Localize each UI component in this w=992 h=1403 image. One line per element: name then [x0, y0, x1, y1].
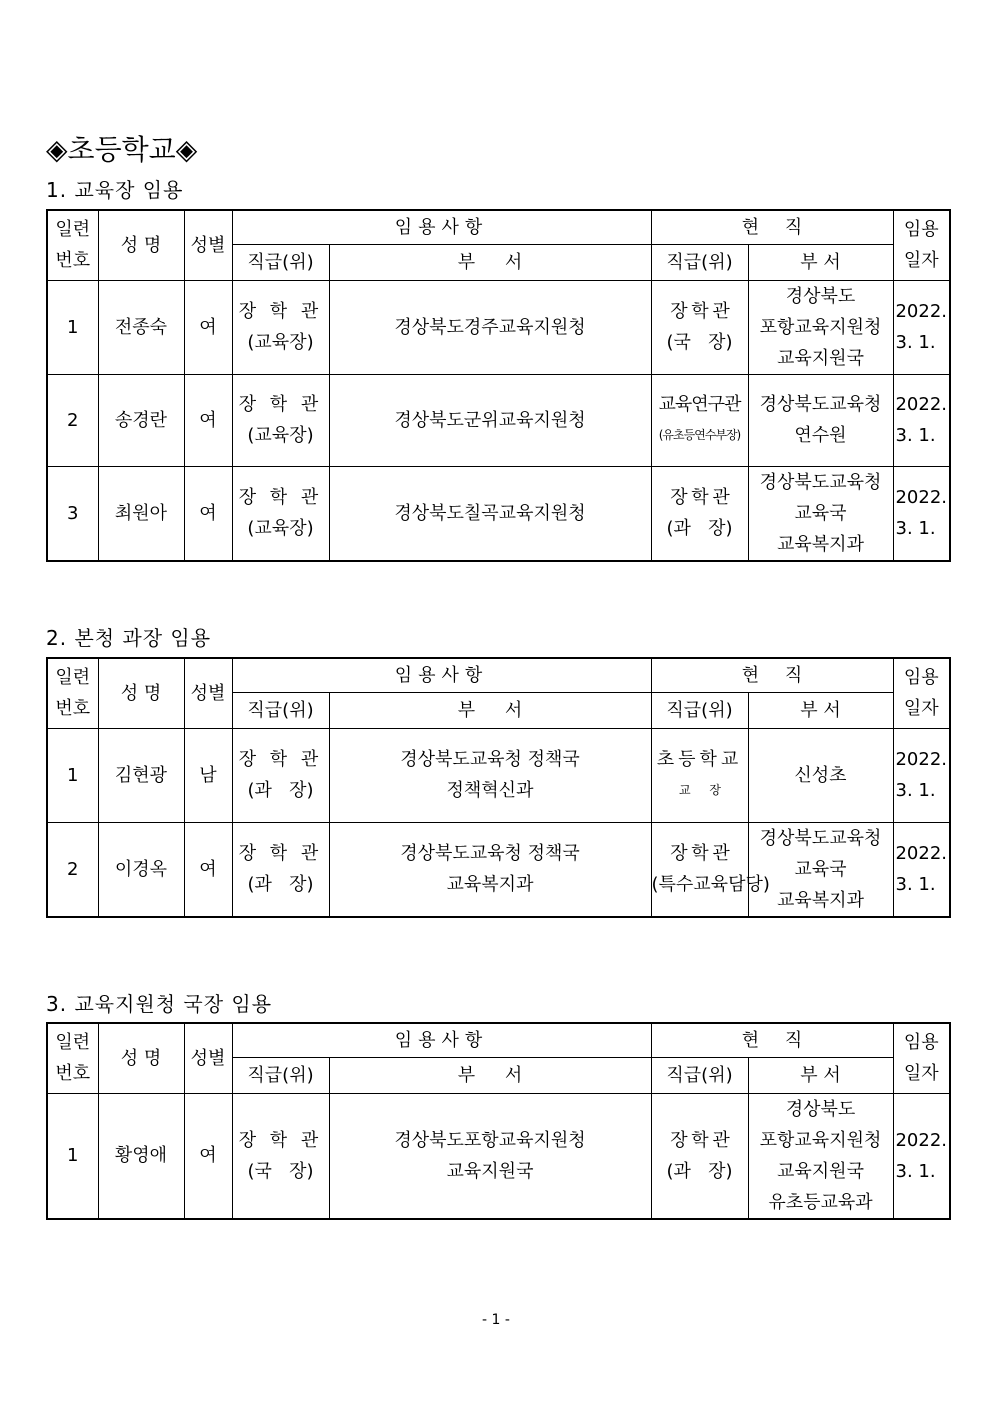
- header-current-position: 현 직: [651, 210, 893, 244]
- section-title: 2. 본청 과장 임용: [46, 626, 212, 650]
- person-name: 송경란: [98, 374, 184, 466]
- appointed-rank: 장 학 관 (국 장): [232, 1093, 329, 1219]
- table-row: [47, 466, 950, 561]
- current-rank: 교육연구관 (유초등연수부장): [651, 374, 748, 466]
- header-rank: 직급(위): [232, 1057, 329, 1093]
- header-appointment: 임용사항: [232, 210, 651, 244]
- current-rank: 장 학 관 (과 장): [651, 1093, 748, 1219]
- table-row: [47, 822, 950, 917]
- header-row: [47, 210, 950, 244]
- table-row: [47, 374, 950, 466]
- page-title: ◈초등학교◈: [46, 133, 198, 166]
- gender: 여: [184, 280, 232, 374]
- header-current-rank: 직급(위): [651, 244, 748, 280]
- appointment-table: [46, 209, 951, 562]
- serial-no: 1: [47, 280, 98, 374]
- serial-no: 2: [47, 374, 98, 466]
- header-current-rank: 직급(위): [651, 692, 748, 728]
- gender: 여: [184, 1093, 232, 1219]
- current-department: 경상북도 포항교육지원청 교육지원국 유초등교육과: [748, 1093, 893, 1219]
- header-appointment: 임용사항: [232, 1023, 651, 1057]
- person-name: 전종숙: [98, 280, 184, 374]
- header-name: 성 명: [98, 1023, 184, 1093]
- appointed-rank: 장 학 관 (과 장): [232, 822, 329, 917]
- header-current-department: 부 서: [748, 1057, 893, 1093]
- gender: 남: [184, 728, 232, 822]
- appointed-department: 경상북도교육청 정책국 교육복지과: [329, 822, 651, 917]
- person-name: 이경옥: [98, 822, 184, 917]
- section-title: 1. 교육장 임용: [46, 178, 184, 202]
- current-department: 신성초: [748, 728, 893, 822]
- header-department: 부 서: [329, 692, 651, 728]
- table-row: [47, 1093, 950, 1219]
- appointed-department: 경상북도교육청 정책국 정책혁신과: [329, 728, 651, 822]
- gender: 여: [184, 822, 232, 917]
- current-rank: 장 학 관 (과 장): [651, 466, 748, 561]
- current-rank: 장 학 관 (특수교육담당): [651, 822, 748, 917]
- appointment-table: [46, 657, 951, 918]
- current-department: 경상북도교육청 교육국 교육복지과: [748, 822, 893, 917]
- header-rank: 직급(위): [232, 692, 329, 728]
- header-row: [47, 658, 950, 692]
- current-rank: 장 학 관 (국 장): [651, 280, 748, 374]
- gender: 여: [184, 466, 232, 561]
- section-title: 3. 교육지원청 국장 임용: [46, 992, 273, 1016]
- header-current-department: 부 서: [748, 244, 893, 280]
- header-current-rank: 직급(위): [651, 1057, 748, 1093]
- header-gender: 성별: [184, 210, 232, 280]
- header-name: 성 명: [98, 658, 184, 728]
- header-appointment-date: 임용 일자: [893, 210, 950, 280]
- header-serial-no: 일련 번호: [47, 658, 98, 728]
- header-department: 부 서: [329, 1057, 651, 1093]
- appointment-date: 2022. 3. 1.: [893, 280, 950, 374]
- person-name: 최원아: [98, 466, 184, 561]
- appointed-rank: 장 학 관 (교육장): [232, 466, 329, 561]
- header-serial-no: 일련 번호: [47, 1023, 98, 1093]
- current-department: 경상북도 포항교육지원청 교육지원국: [748, 280, 893, 374]
- header-current-position: 현 직: [651, 1023, 893, 1057]
- header-appointment-date: 임용 일자: [893, 658, 950, 728]
- serial-no: 2: [47, 822, 98, 917]
- appointment-table: [46, 1022, 951, 1220]
- header-appointment: 임용사항: [232, 658, 651, 692]
- appointment-date: 2022. 3. 1.: [893, 466, 950, 561]
- serial-no: 1: [47, 1093, 98, 1219]
- current-rank: 초등학교 교 장: [651, 728, 748, 822]
- header-department: 부 서: [329, 244, 651, 280]
- person-name: 김현광: [98, 728, 184, 822]
- current-department: 경상북도교육청 연수원: [748, 374, 893, 466]
- table-row: [47, 728, 950, 822]
- appointed-department: 경상북도포항교육지원청 교육지원국: [329, 1093, 651, 1219]
- appointed-rank: 장 학 관 (교육장): [232, 374, 329, 466]
- header-rank: 직급(위): [232, 244, 329, 280]
- serial-no: 3: [47, 466, 98, 561]
- appointed-rank: 장 학 관 (교육장): [232, 280, 329, 374]
- serial-no: 1: [47, 728, 98, 822]
- header-appointment-date: 임용 일자: [893, 1023, 950, 1093]
- appointed-department: 경상북도경주교육지원청: [329, 280, 651, 374]
- header-name: 성 명: [98, 210, 184, 280]
- header-current-department: 부 서: [748, 692, 893, 728]
- appointed-department: 경상북도군위교육지원청: [329, 374, 651, 466]
- header-current-position: 현 직: [651, 658, 893, 692]
- person-name: 황영애: [98, 1093, 184, 1219]
- appointment-date: 2022. 3. 1.: [893, 1093, 950, 1219]
- appointed-department: 경상북도칠곡교육지원청: [329, 466, 651, 561]
- appointment-date: 2022. 3. 1.: [893, 374, 950, 466]
- header-gender: 성별: [184, 658, 232, 728]
- appointment-date: 2022. 3. 1.: [893, 728, 950, 822]
- header-serial-no: 일련 번호: [47, 210, 98, 280]
- table-row: [47, 280, 950, 374]
- appointed-rank: 장 학 관 (과 장): [232, 728, 329, 822]
- header-gender: 성별: [184, 1023, 232, 1093]
- appointment-date: 2022. 3. 1.: [893, 822, 950, 917]
- current-department: 경상북도교육청 교육국 교육복지과: [748, 466, 893, 561]
- header-row: [47, 1023, 950, 1057]
- page-number: - 1 -: [482, 1312, 510, 1328]
- gender: 여: [184, 374, 232, 466]
